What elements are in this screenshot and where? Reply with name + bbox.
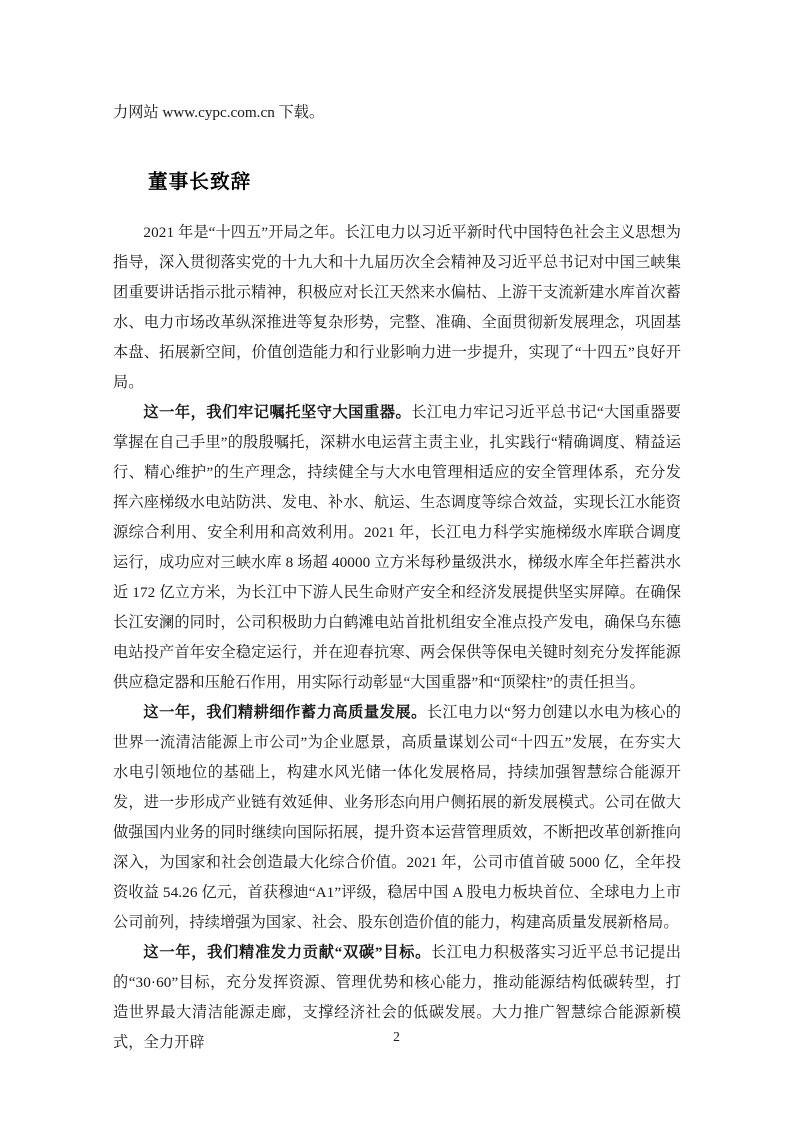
page-content (113, 98, 681, 1058)
section-heading-block (113, 166, 681, 194)
paragraph-intro (113, 218, 681, 398)
paragraph-body: 2021 年是“十四五”开局之年。长江电力以习近平新时代中国特色社会主义思想为指导，深入贯彻落实党的十九大和十九届历次全会精神及习近平总书记对中国三峡集团重要讲话指示批示精神，积极应对长江天然来水偏枯、上游干支流新建水库首次蓄水、电力市场改革纵深推进等复杂形势，完整、准确、全面贯彻新发展理念，巩固基本盘、拓展新空间，价值创造能力和行业影响力进一步提升，实现了“十四五”良好开局。 (113, 224, 681, 391)
paragraph-lead-in: 这一年，我们精准发力贡献“双碳”目标。 (143, 944, 432, 961)
paragraph-lead-in: 这一年，我们牢记嘱托坚守大国重器。 (143, 404, 412, 421)
paragraph-body: 长江电力牢记习近平总书记“大国重器要掌握在自己手里”的殷殷嘱托，深耕水电运营主责主业，扎实践行“精确调度、精益运行、精心维护”的生产理念，持续健全与大水电管理相适应的安全管理体系，充分发挥六座梯级水电站防洪、发电、补水、航运、生态调度等综合效益，实现长江水能资源综合利用、安全利用和高效利用。2021 年，长江电力科学实施梯级水库联合调度运行，成功应对三峡水库 8 场超 40000 立方米每秒量级洪水，梯级水库全年拦蓄洪水近 172 亿立方米，为长江中下游人民生命财产安全和经济发展提供坚实屏障。在确保长江安澜的同时，公司积极助力白鹤滩电站首批机组安全准点投产发电，确保乌东德电站投产首年安全稳定运行，并在迎春抗寒、两会保供等保电关键时刻充分发挥能源供应稳定器和压舱石作用，用实际行动彰显“大国重器”和“顶梁柱”的责任担当。 (113, 404, 681, 691)
paragraph-national-heavy-equipment (113, 398, 681, 698)
paragraph-high-quality-development (113, 698, 681, 938)
page-title: 董事长致辞 (148, 171, 252, 193)
paragraph-body: 长江电力以“努力创建以水电为核心的世界一流清洁能源上市公司”为企业愿景，高质量谋划公司“十四五”发展，在夯实大水电引领地位的基础上，构建水风光储一体化发展格局，持续加强智慧综合能源开发，进一步形成产业链有效延伸、业务形态向用户侧拓展的新发展模式。公司在做大做强国内业务的同时继续向国际拓展，提升资本运营管理质效，不断把改革创新推向深入，为国家和社会创造最大化综合价值。2021 年，公司市值首破 5000 亿，全年投资收益 54.26 亿元，首获穆迪“A1”评级，稳居中国 A 股电力板块首位、全球电力上市公司前列，持续增强为国家、社会、股东创造价值的能力，构建高质量发展新格局。 (113, 704, 681, 931)
continued-text-fragment: 力网站 www.cypc.com.cn 下载。 (113, 104, 325, 121)
paragraph-body: 长江电力积极落实习近平总书记提出的“30·60”目标，充分发挥资源、管理优势和核心能力，推动能源结构低碳转型，打造世界最大清洁能源走廊，支撑经济社会的低碳发展。大力推广智慧综合能源新模式，全力开辟 (113, 944, 681, 1051)
paragraph-lead-in: 这一年，我们精耕细作蓄力高质量发展。 (143, 704, 427, 721)
page-number: 2 (393, 1029, 400, 1044)
